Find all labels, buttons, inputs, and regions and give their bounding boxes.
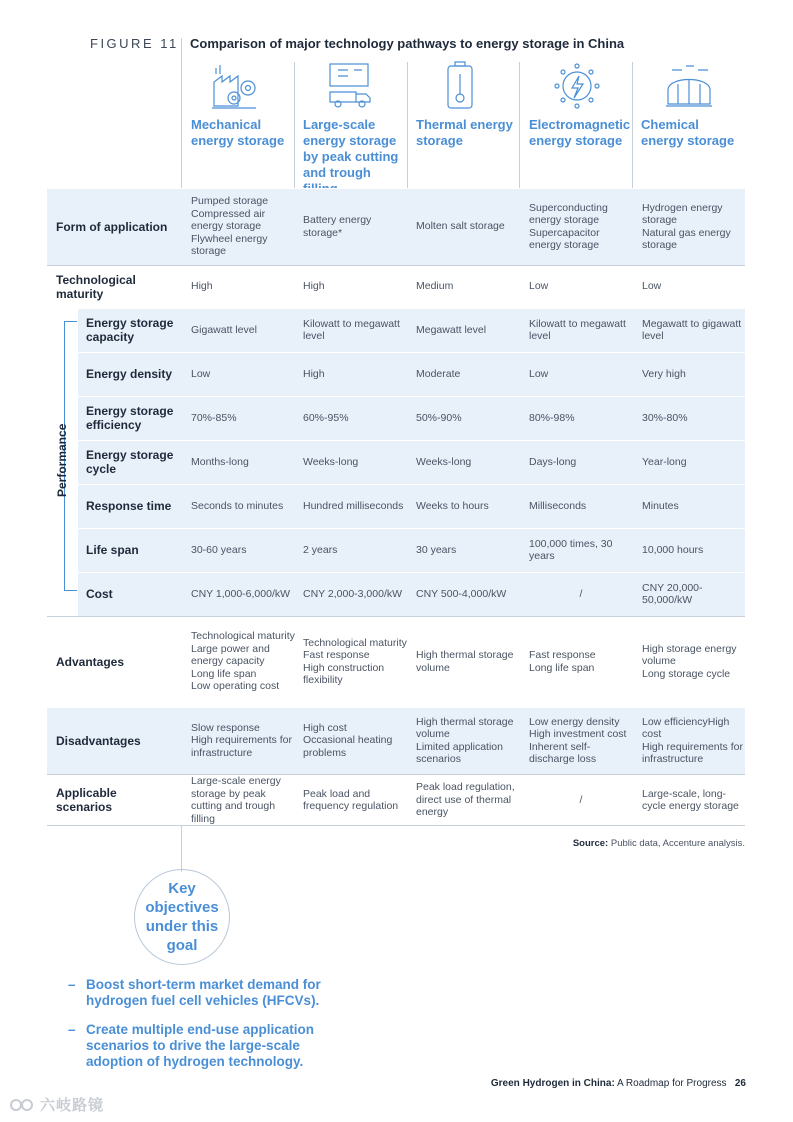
table-cell bbox=[416, 707, 520, 774]
row-label-text: Cost bbox=[86, 587, 113, 601]
row-label-text: Technological maturity bbox=[56, 272, 136, 301]
cell-line: CNY 20,000-50,000/kW bbox=[642, 581, 703, 606]
column-divider bbox=[407, 188, 408, 826]
cell-line: 80%-98% bbox=[529, 411, 575, 424]
cell-content bbox=[191, 412, 237, 425]
table-cell bbox=[191, 774, 297, 826]
objectives-connector bbox=[181, 826, 182, 872]
table-cell bbox=[303, 572, 409, 616]
cell-content bbox=[191, 368, 210, 381]
column-heading-chemical: Chemical energy storage bbox=[641, 117, 735, 148]
table-cell bbox=[416, 572, 520, 616]
table-cell bbox=[529, 774, 633, 826]
cell-line: Battery energy storage* bbox=[303, 214, 372, 239]
table-cell bbox=[191, 707, 297, 774]
cell-content bbox=[529, 280, 548, 293]
cell-line: Months-long bbox=[191, 455, 249, 468]
cell-content bbox=[416, 588, 506, 601]
cell-line: Large-scale energy storage by peak cutting and trough filling bbox=[191, 775, 281, 825]
table-cell bbox=[191, 440, 297, 484]
cell-content bbox=[642, 280, 661, 293]
table-cell bbox=[529, 396, 633, 440]
cell-line: Peak load regulation, direct use of thermal energy bbox=[416, 781, 515, 819]
cell-line: / bbox=[579, 587, 583, 600]
cell-content bbox=[303, 214, 409, 239]
objective-bullet-1: Boost short-term market demand for hydrogen fuel cell vehicles (HFCVs). bbox=[86, 977, 321, 1008]
cell-line: Fast response bbox=[303, 649, 370, 661]
table-cell bbox=[642, 774, 746, 826]
column-heading-electromagnetic: Electromagnetic energy storage bbox=[529, 117, 631, 148]
cell-content bbox=[303, 544, 337, 557]
cell-content bbox=[303, 368, 325, 381]
row-label-life-span bbox=[86, 528, 176, 572]
table-cell bbox=[642, 572, 746, 616]
cell-line: High bbox=[303, 280, 325, 293]
cell-line: Low bbox=[642, 280, 662, 293]
cell-content bbox=[416, 412, 462, 425]
cell-line: 2 years bbox=[303, 543, 338, 556]
column-divider bbox=[294, 188, 295, 826]
table-cell bbox=[191, 484, 297, 528]
cell-content bbox=[642, 412, 688, 425]
cell-content bbox=[303, 722, 409, 760]
table-cell bbox=[642, 352, 746, 396]
footer-subtitle: A Roadmap for Progress bbox=[617, 1078, 727, 1089]
cell-line: Minutes bbox=[642, 499, 679, 512]
cell-content bbox=[529, 649, 596, 674]
performance-label: Performance bbox=[55, 423, 69, 497]
truck-battery-icon bbox=[326, 58, 376, 110]
cell-content bbox=[303, 412, 349, 425]
cell-line: Natural gas energy storage bbox=[642, 226, 731, 251]
cell-line: Moderate bbox=[416, 367, 461, 380]
cell-line: High requirements for infrastructure bbox=[642, 740, 743, 765]
watermark-text: 六岐路镜 bbox=[40, 1097, 105, 1114]
table-cell bbox=[191, 352, 297, 396]
cell-line: High thermal storage volume bbox=[416, 715, 514, 740]
table-cell bbox=[303, 440, 409, 484]
cell-line: Occasional heating problems bbox=[303, 734, 393, 759]
cell-content bbox=[529, 368, 548, 381]
cell-line: Megawatt level bbox=[416, 323, 487, 336]
row-label-form-of-application bbox=[56, 188, 176, 265]
cell-line: Long life span bbox=[191, 667, 257, 680]
table-cell bbox=[303, 396, 409, 440]
table-cell bbox=[303, 616, 409, 707]
cell-content bbox=[191, 195, 297, 258]
cell-line: Very high bbox=[642, 367, 686, 380]
cell-line: Supercapacitor energy storage bbox=[529, 226, 600, 251]
table-cell bbox=[303, 484, 409, 528]
row-label-text: Applicable scenarios bbox=[56, 786, 117, 814]
table-cell bbox=[642, 484, 746, 528]
cell-line: Long life span bbox=[529, 661, 595, 674]
table-cell bbox=[416, 616, 520, 707]
cell-line: Low bbox=[529, 280, 549, 293]
table-cell bbox=[642, 440, 746, 484]
cell-content bbox=[529, 412, 575, 425]
row-label-text: Life span bbox=[86, 543, 139, 557]
watermark bbox=[8, 1094, 104, 1115]
table-cell bbox=[642, 396, 746, 440]
table-cell bbox=[191, 572, 297, 616]
row-label-text: Energy storage cycle bbox=[86, 448, 174, 476]
cell-line: Low bbox=[191, 367, 211, 380]
cell-line: Gigawatt level bbox=[191, 323, 257, 336]
row-label-technological-maturity bbox=[56, 265, 176, 308]
table-cell bbox=[191, 396, 297, 440]
cell-content bbox=[642, 582, 746, 607]
row-label-text: Disadvantages bbox=[56, 733, 141, 748]
cell-line: Kilowatt to megawatt level bbox=[303, 317, 400, 342]
cell-line: Year-long bbox=[642, 455, 687, 468]
cell-content bbox=[303, 500, 403, 513]
table-cell bbox=[191, 265, 297, 308]
cell-content bbox=[580, 588, 583, 601]
thermometer-battery-icon bbox=[436, 60, 486, 112]
cell-line: Medium bbox=[416, 280, 454, 293]
row-label-text: Energy storage capacity bbox=[86, 316, 174, 344]
table-cell bbox=[191, 616, 297, 707]
cell-line: Molten salt storage bbox=[416, 220, 505, 233]
table-cell bbox=[642, 707, 746, 774]
cell-content bbox=[416, 781, 520, 819]
row-label-advantages bbox=[56, 616, 176, 707]
cell-content bbox=[642, 368, 686, 381]
table-cell bbox=[642, 188, 746, 265]
row-label-energy-storage-capacity bbox=[86, 308, 176, 352]
column-heading-thermal: Thermal energy storage bbox=[416, 117, 513, 148]
cell-line: Technological maturity bbox=[303, 636, 407, 649]
cell-content bbox=[416, 716, 520, 766]
table-cell bbox=[529, 707, 633, 774]
cell-line: Limited application scenarios bbox=[416, 740, 503, 765]
column-divider bbox=[519, 188, 520, 826]
cell-line: High cost bbox=[303, 721, 347, 734]
cell-line: Superconducting energy storage bbox=[529, 201, 608, 226]
cell-line: Large power and energy capacity bbox=[191, 642, 270, 668]
cell-line: High requirements for infrastructure bbox=[191, 734, 292, 759]
cell-content bbox=[416, 544, 456, 557]
cell-line: Weeks-long bbox=[303, 455, 359, 468]
cell-content bbox=[580, 794, 583, 807]
table-bottom-rule bbox=[47, 825, 745, 826]
row-label-text: Energy density bbox=[86, 367, 173, 381]
cell-line: CNY 1,000-6,000/kW bbox=[191, 587, 291, 600]
cell-line: 30-60 years bbox=[191, 543, 247, 556]
table-cell bbox=[642, 528, 746, 572]
cell-line: High bbox=[303, 367, 325, 380]
cell-content bbox=[416, 368, 460, 381]
table-cell bbox=[303, 188, 409, 265]
source-note bbox=[560, 838, 745, 849]
table-cell bbox=[642, 308, 746, 352]
cell-line: Weeks to hours bbox=[416, 499, 489, 512]
cell-content bbox=[303, 456, 358, 469]
table-cell bbox=[416, 352, 520, 396]
cell-content bbox=[416, 649, 520, 674]
row-label-cost bbox=[86, 572, 176, 616]
cell-content bbox=[529, 318, 633, 343]
cell-line: Low efficiencyHigh cost bbox=[642, 715, 730, 740]
objective-bullet-2: Create multiple end-use application scenarios to drive the large-scale adoption of hydrogen technology. bbox=[86, 1022, 315, 1069]
table-cell bbox=[303, 774, 409, 826]
objectives-title: Key objectives under this goal bbox=[145, 880, 219, 954]
cell-content bbox=[191, 500, 283, 513]
cell-line: High thermal storage volume bbox=[416, 649, 514, 674]
cell-content bbox=[191, 722, 297, 760]
cell-line: Flywheel energy storage bbox=[191, 232, 268, 258]
cell-content bbox=[191, 456, 249, 469]
source-label: Source: bbox=[572, 838, 609, 849]
cell-line: Milliseconds bbox=[529, 499, 587, 512]
watermark-logo-icon bbox=[8, 1096, 34, 1114]
table-cell bbox=[529, 265, 633, 308]
row-label-energy-storage-efficiency bbox=[86, 396, 176, 440]
figure-label: FIGURE 11 bbox=[90, 36, 179, 51]
cell-line: Low operating cost bbox=[191, 680, 280, 693]
cell-line: Kilowatt to megawatt level bbox=[529, 317, 626, 342]
cell-content bbox=[303, 280, 325, 293]
table-cell bbox=[303, 528, 409, 572]
cell-line: CNY 500-4,000/kW bbox=[416, 587, 507, 600]
table-cell bbox=[416, 396, 520, 440]
cell-line: Compressed air energy storage bbox=[191, 207, 266, 233]
table-cell bbox=[529, 616, 633, 707]
table-cell bbox=[529, 440, 633, 484]
cell-content bbox=[416, 456, 471, 469]
footer-report-title: Green Hydrogen in China: bbox=[490, 1078, 615, 1089]
row-label-text: Form of application bbox=[56, 219, 168, 234]
cell-line: Low energy density bbox=[529, 715, 620, 728]
cell-content bbox=[642, 544, 703, 557]
cell-line: Hydrogen energy storage bbox=[642, 201, 723, 226]
table-cell bbox=[642, 616, 746, 707]
cell-content bbox=[191, 775, 297, 825]
row-label-applicable-scenarios bbox=[56, 774, 176, 826]
cell-content bbox=[416, 220, 505, 233]
table-cell bbox=[416, 440, 520, 484]
column-heading-mechanical: Mechanical energy storage bbox=[191, 117, 285, 148]
cell-line: Technological maturity bbox=[191, 630, 295, 643]
cell-content bbox=[642, 202, 746, 252]
cell-line: 50%-90% bbox=[416, 411, 462, 424]
table-cell bbox=[529, 528, 633, 572]
cell-content bbox=[642, 500, 679, 513]
cell-content bbox=[642, 456, 687, 469]
cell-line: Slow response bbox=[191, 721, 260, 734]
cell-line: 30%-80% bbox=[642, 411, 688, 424]
cell-line: High construction flexibility bbox=[303, 661, 385, 686]
cell-content bbox=[191, 280, 213, 293]
cell-line: 30 years bbox=[416, 543, 457, 556]
cell-content bbox=[529, 538, 633, 563]
cell-content bbox=[642, 318, 746, 343]
cell-line: 100,000 times, 30 years bbox=[529, 537, 613, 562]
cell-content bbox=[303, 588, 402, 601]
table-cell bbox=[191, 528, 297, 572]
column-divider bbox=[181, 188, 182, 826]
cell-content bbox=[191, 544, 246, 557]
column-divider bbox=[632, 188, 633, 826]
table-cell bbox=[303, 265, 409, 308]
cell-line: Pumped storage bbox=[191, 195, 269, 208]
cell-line: Inherent self-discharge loss bbox=[529, 740, 597, 765]
row-label-text: Advantages bbox=[56, 654, 125, 669]
cell-line: Peak load and frequency regulation bbox=[303, 787, 399, 812]
bullet-dash: – bbox=[68, 977, 76, 992]
row-label-text: Response time bbox=[86, 499, 172, 513]
table-cell bbox=[303, 707, 409, 774]
cell-content bbox=[191, 588, 290, 601]
table-cell bbox=[529, 308, 633, 352]
cell-content bbox=[642, 788, 746, 813]
cell-content bbox=[642, 643, 746, 681]
table-cell bbox=[642, 265, 746, 308]
bullet-dash: – bbox=[68, 1022, 76, 1037]
table-cell bbox=[416, 188, 520, 265]
factory-gears-icon bbox=[210, 60, 260, 112]
table-cell bbox=[416, 484, 520, 528]
header-divider bbox=[181, 38, 182, 188]
cell-line: Fast response bbox=[529, 649, 596, 661]
cell-content bbox=[303, 788, 409, 813]
figure-title: Comparison of major technology pathways to energy storage in China bbox=[190, 36, 625, 51]
page-number: 26 bbox=[734, 1078, 746, 1089]
header-divider bbox=[407, 62, 408, 188]
cell-content bbox=[191, 630, 297, 693]
footer bbox=[420, 1078, 746, 1089]
table-cell bbox=[416, 528, 520, 572]
cell-content bbox=[303, 318, 409, 343]
cell-line: 70%-85% bbox=[191, 411, 237, 424]
cell-content bbox=[529, 716, 633, 766]
row-label-response-time bbox=[86, 484, 176, 528]
cell-content bbox=[416, 324, 486, 337]
cell-line: CNY 2,000-3,000/kW bbox=[303, 587, 403, 600]
lightning-network-icon bbox=[552, 60, 602, 112]
table-cell bbox=[529, 352, 633, 396]
table-cell bbox=[303, 352, 409, 396]
objectives-circle bbox=[134, 869, 230, 965]
cell-line: Weeks-long bbox=[416, 455, 472, 468]
cell-content bbox=[529, 500, 586, 513]
table-cell bbox=[191, 308, 297, 352]
table-cell bbox=[529, 484, 633, 528]
cell-content bbox=[416, 500, 489, 513]
table-cell bbox=[416, 308, 520, 352]
row-label-energy-density bbox=[86, 352, 176, 396]
column-heading-large-scale: Large-scale energy storage by peak cutting and trough bbox=[303, 117, 399, 180]
table-cell bbox=[529, 572, 633, 616]
row-label-text: Energy storage efficiency bbox=[86, 404, 174, 432]
cell-content bbox=[529, 456, 576, 469]
source-text: Public data, Accenture analysis. bbox=[610, 838, 745, 849]
table-cell bbox=[303, 308, 409, 352]
cell-line: 60%-95% bbox=[303, 411, 349, 424]
row-label-disadvantages bbox=[56, 707, 176, 774]
cell-line: Seconds to minutes bbox=[191, 499, 284, 512]
cell-line: Large-scale, long-cycle energy storage bbox=[642, 787, 739, 812]
cell-line: Low bbox=[529, 367, 549, 380]
cell-content bbox=[303, 637, 409, 687]
cell-line: / bbox=[579, 793, 583, 806]
table-cell bbox=[529, 188, 633, 265]
header-divider bbox=[294, 62, 295, 188]
cell-content bbox=[642, 716, 746, 766]
cell-content bbox=[416, 280, 453, 293]
cell-line: Hundred milliseconds bbox=[303, 499, 404, 512]
cell-line: High storage energy volume bbox=[642, 642, 737, 668]
table-cell bbox=[416, 774, 520, 826]
cell-line: Long storage cycle bbox=[642, 667, 731, 680]
cell-content bbox=[529, 202, 633, 252]
greenhouse-icon bbox=[664, 58, 714, 110]
cell-line: Days-long bbox=[529, 455, 577, 468]
header-divider bbox=[519, 62, 520, 188]
table-cell bbox=[191, 188, 297, 265]
table-cell bbox=[416, 265, 520, 308]
cell-line: High bbox=[191, 280, 213, 293]
cell-line: Megawatt to gigawatt level bbox=[642, 317, 742, 342]
cell-content bbox=[191, 324, 257, 337]
row-label-energy-storage-cycle bbox=[86, 440, 176, 484]
cell-line: High investment cost bbox=[529, 728, 627, 740]
cell-line: 10,000 hours bbox=[642, 543, 704, 556]
